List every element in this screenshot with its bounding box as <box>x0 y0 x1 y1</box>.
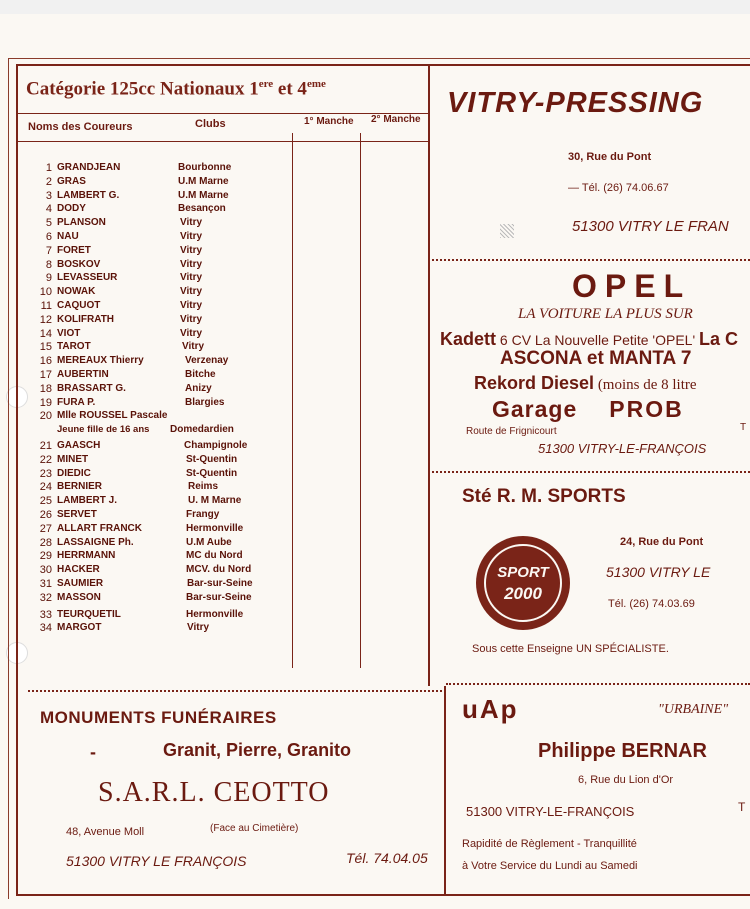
rider-name: FORET <box>57 244 91 256</box>
rider-number: 27 <box>39 522 52 535</box>
rider-name: MARGOT <box>57 622 102 634</box>
vitry-pressing-city: 51300 VITRY LE FRAN <box>572 218 729 235</box>
rider-name: MEREAUX Thierry <box>57 355 144 367</box>
rider-club: Vitry <box>187 622 210 634</box>
monuments-tel: Tél. 74.04.05 <box>346 850 428 866</box>
rider-club: U. M Marne <box>188 495 242 507</box>
rm-sports-tel: Tél. (26) 74.03.69 <box>608 598 695 610</box>
rider-club: Besançon <box>178 203 226 215</box>
rider-club: U.M Aube <box>186 536 232 548</box>
title-underline <box>16 113 428 114</box>
rider-club: Bitche <box>185 369 216 380</box>
sport-2000-logo-top: SPORT <box>497 564 549 581</box>
rider-number: 23 <box>39 467 52 480</box>
rider-number: 4 <box>45 203 52 216</box>
rider-club: MC du Nord <box>186 550 243 562</box>
rider-name: MASSON <box>57 591 101 603</box>
monuments-dash: - <box>90 742 96 762</box>
uap-city: 51300 VITRY-LE-FRANÇOIS <box>466 804 635 819</box>
header-rule <box>16 141 428 142</box>
rider-name: AUBERTIN <box>57 369 109 380</box>
rider-number: 10 <box>39 286 52 299</box>
vitry-pressing-tel: — Tél. (26) 74.06.67 <box>568 182 669 194</box>
rider-club: Verzenay <box>185 355 229 367</box>
rider-number: 11 <box>40 300 52 312</box>
rider-club: MCV. du Nord <box>186 564 252 576</box>
rider-club: Vitry <box>180 313 203 325</box>
rider-club: Bourbonne <box>178 162 232 173</box>
opel-rekord-note: (moins de 8 litre <box>594 377 697 393</box>
rider-club: Frangy <box>186 509 220 520</box>
rider-number: 32 <box>39 591 52 604</box>
rider-number: 5 <box>45 217 52 230</box>
rider-name: GAASCH <box>57 440 101 451</box>
sport-2000-logo-icon <box>476 536 570 630</box>
sport-2000-logo-ring <box>484 544 562 622</box>
rider-name: TAROT <box>57 341 91 353</box>
uap-logo-icon: uAp <box>462 694 519 724</box>
rider-club: Anizy <box>185 382 212 394</box>
rider-club: St-Quentin <box>186 453 238 465</box>
column-header-manche-1: 1° Manche <box>304 116 354 127</box>
vitry-pressing-name: VITRY-PRESSING <box>447 87 704 119</box>
rider-club: Vitry <box>180 272 203 284</box>
rider-number: 18 <box>39 382 52 395</box>
rider-number: 15 <box>39 341 52 354</box>
rider-name: FURA P. <box>57 396 96 408</box>
column-rule-manche-2 <box>360 133 361 668</box>
ad-separator <box>432 471 750 473</box>
rider-number: 29 <box>39 550 52 563</box>
halftone-mark-icon <box>500 224 514 238</box>
rider-number: 19 <box>39 396 52 409</box>
opel-ascona: ASCONA et MANTA 7 <box>500 348 692 369</box>
page-bottom-rule <box>16 894 750 896</box>
rider-club: Vitry <box>182 341 205 353</box>
column-divider <box>428 64 430 686</box>
column-header-names: Noms des Coureurs <box>28 121 133 133</box>
opel-garage-line <box>492 396 684 423</box>
rider-name: HACKER <box>57 564 100 576</box>
rider-number: 20 <box>39 410 52 423</box>
uap-address: 6, Rue du Lion d'Or <box>578 774 674 786</box>
rider-number: 8 <box>45 258 52 271</box>
rider-number: 34 <box>39 622 52 635</box>
column-header-clubs: Clubs <box>195 118 226 130</box>
rider-club: Vitry <box>180 231 203 242</box>
rider-name: LASSAIGNE Ph. <box>57 536 134 548</box>
vitry-pressing-address: 30, Rue du Pont <box>568 151 652 163</box>
rider-club: Hermonville <box>186 522 244 534</box>
opel-city: 51300 VITRY-LE-FRANÇOIS <box>538 441 707 456</box>
uap-urbaine: "URBAINE" <box>658 702 729 717</box>
rider-name: GRAS <box>57 175 86 187</box>
rider-name: DODY <box>57 203 86 215</box>
rider-club: U.M Marne <box>178 189 229 201</box>
rider-club: Vitry <box>180 286 203 298</box>
rider-name: BRASSART G. <box>57 382 126 394</box>
rider-club: Vitry <box>180 300 203 311</box>
opel-rekord: Rekord Diesel <box>474 373 595 393</box>
monuments-address: 48, Avenue Moll <box>66 826 145 838</box>
monuments-note: (Face au Cimetière) <box>210 823 299 834</box>
rider-name: ALLART FRANCK <box>57 522 142 534</box>
rider-club: Bar-sur-Seine <box>186 591 252 603</box>
rider-name: VIOT <box>57 327 81 339</box>
rider-name: BERNIER <box>57 481 103 493</box>
rider-club: Champignole <box>184 440 248 451</box>
rider-number: 9 <box>45 272 52 285</box>
uap-line-1: Rapidité de Règlement - Tranquillité <box>462 838 637 850</box>
sport-2000-logo-bottom: 2000 <box>504 584 542 603</box>
rider-club: Vitry <box>180 258 203 270</box>
scan-top-band <box>0 0 750 14</box>
rider-number: 7 <box>45 244 52 257</box>
rider-number: 12 <box>39 313 52 326</box>
rider-club: St-Quentin <box>186 467 238 479</box>
category-title: Catégorie 125cc Nationaux 1ere et 4eme <box>26 78 326 100</box>
monuments-title: MONUMENTS FUNÉRAIRES <box>40 708 277 727</box>
rider-number: 2 <box>45 175 52 188</box>
rm-sports-name: Sté R. M. SPORTS <box>462 486 626 507</box>
rider-name: LAMBERT G. <box>57 189 120 201</box>
opel-rekord-line <box>474 373 697 394</box>
rider-number: 14 <box>39 327 52 340</box>
opel-slogan: LA VOITURE LA PLUS SUR <box>518 306 693 322</box>
opel-garage: Garage <box>492 396 578 422</box>
rider-name: Jeune fille de 16 ans <box>57 424 150 436</box>
rider-name: NOWAK <box>57 286 96 298</box>
rider-name: LEVASSEUR <box>57 272 118 284</box>
rider-name: TEURQUETIL <box>57 608 121 620</box>
rider-club: U.M Marne <box>178 175 229 187</box>
rider-number: 1 <box>45 162 52 174</box>
rm-sports-city: 51300 VITRY LE <box>606 564 711 580</box>
rider-number: 28 <box>39 536 52 549</box>
rm-sports-address: 24, Rue du Pont <box>620 536 704 548</box>
rm-sports-slogan: Sous cette Enseigne UN SPÉCIALISTE. <box>472 643 669 655</box>
rider-name: BOSKOV <box>57 258 101 270</box>
opel-kadett-end: La C <box>699 329 739 349</box>
rider-number: 22 <box>39 453 52 466</box>
ad-separator <box>432 259 750 261</box>
rider-club: Domedardien <box>170 424 234 436</box>
column-rule-manche-1 <box>292 133 293 668</box>
rider-name: MINET <box>57 453 89 465</box>
rider-club: Bar-sur-Seine <box>187 578 253 589</box>
rider-name: LAMBERT J. <box>57 495 117 507</box>
rider-number: 33 <box>39 608 52 621</box>
rider-club: Blargies <box>185 396 225 408</box>
uap-agent: Philippe BERNAR <box>538 740 707 762</box>
rider-number: 3 <box>45 189 52 202</box>
ad-separator <box>446 683 750 685</box>
rider-name: PLANSON <box>57 217 106 229</box>
monuments-materials: Granit, Pierre, Granito <box>163 740 352 760</box>
rider-number: 30 <box>39 564 52 577</box>
rider-number: 25 <box>39 495 52 508</box>
opel-kadett: Kadett <box>440 329 497 349</box>
rider-name: SAUMIER <box>57 578 104 589</box>
column-divider-bottom <box>444 686 446 894</box>
monuments-company: S.A.R.L. CEOTTO <box>98 777 330 808</box>
rider-club: Hermonville <box>186 608 244 620</box>
opel-garage-name: PROB <box>609 396 684 422</box>
rider-number: 26 <box>39 509 52 521</box>
rider-name: HERRMANN <box>57 550 116 562</box>
rider-number: 31 <box>39 578 52 590</box>
rider-name: Mlle ROUSSEL Pascale <box>57 410 168 422</box>
rider-club: Vitry <box>180 327 203 339</box>
rider-number: 21 <box>39 440 52 452</box>
rider-name: NAU <box>57 231 79 242</box>
monuments-city: 51300 VITRY LE FRANÇOIS <box>66 853 247 869</box>
rider-name: GRANDJEAN <box>57 162 121 173</box>
rider-name: SERVET <box>57 509 97 520</box>
rider-club: Vitry <box>180 217 203 229</box>
rider-club: Vitry <box>180 244 203 256</box>
opel-kadett-line <box>440 329 738 350</box>
rider-number: 24 <box>39 481 52 494</box>
column-header-manche-2: 2° Manche <box>371 114 421 125</box>
ad-separator <box>28 690 442 692</box>
opel-kadett-desc: 6 CV La Nouvelle Petite 'OPEL' <box>496 332 700 348</box>
rider-number: 17 <box>39 369 52 381</box>
opel-route: Route de Frignicourt <box>466 426 557 437</box>
rider-name: KOLIFRATH <box>57 313 115 325</box>
uap-city-t: T <box>738 800 746 814</box>
rider-number: 6 <box>45 231 52 243</box>
rider-name: CAQUOT <box>57 300 101 311</box>
opel-brand: OPEL <box>572 268 692 304</box>
rider-name: DIEDIC <box>57 467 91 479</box>
rider-number: 16 <box>39 355 52 368</box>
rider-club: Reims <box>188 481 219 493</box>
opel-route-t: T <box>740 422 747 433</box>
uap-line-2: à Votre Service du Lundi au Samedi <box>462 860 638 872</box>
